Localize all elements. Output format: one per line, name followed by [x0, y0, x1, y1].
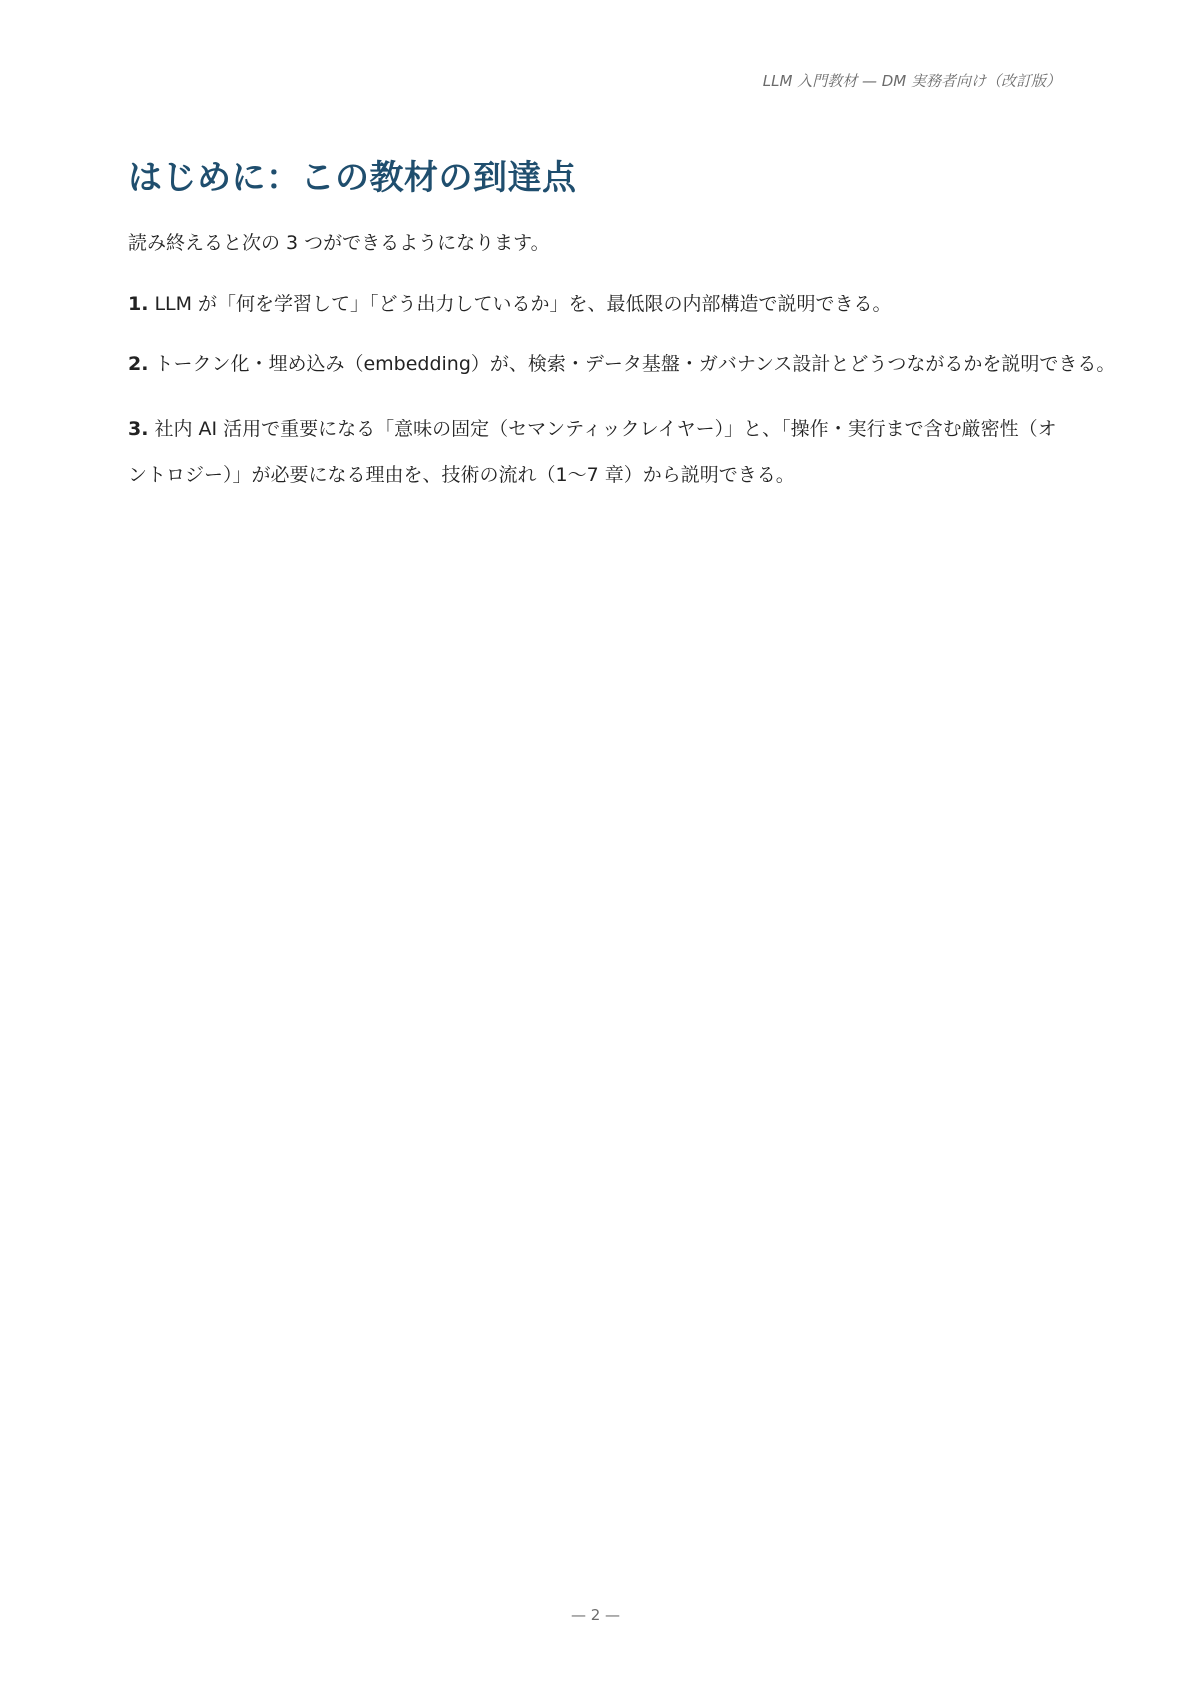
running-header: LLM 入門教材 — DM 実務者向け（改訂版）	[762, 72, 1061, 90]
intro-text: 読み終えると次の 3 つができるようになります。	[128, 232, 550, 254]
goal-number: 1.	[128, 293, 149, 315]
goal-item-1	[128, 286, 1063, 322]
goal-text: 社内 AI 活用で重要になる「意味の固定（セマンティックレイヤー）」と、「操作・実行まで含む厳密性（オントロジー）」が必要になる理由を、技術の流れ（1〜7 章）から説明できる。	[128, 418, 1057, 486]
goal-item-3	[128, 406, 1063, 498]
goal-item-2	[128, 346, 1116, 382]
page-number: — 2 —	[570, 1606, 621, 1624]
page-title: はじめに：この教材の到達点	[128, 158, 577, 198]
goal-number: 3.	[128, 418, 149, 440]
goal-number: 2.	[128, 353, 149, 375]
goal-list	[128, 286, 1116, 522]
goal-text: LLM が「何を学習して」「どう出力しているか」を、最低限の内部構造で説明できる。	[154, 293, 892, 315]
goal-text: トークン化・埋め込み（embedding）が、検索・データ基盤・ガバナンス設計とどうつながるかを説明できる。	[154, 353, 1116, 375]
